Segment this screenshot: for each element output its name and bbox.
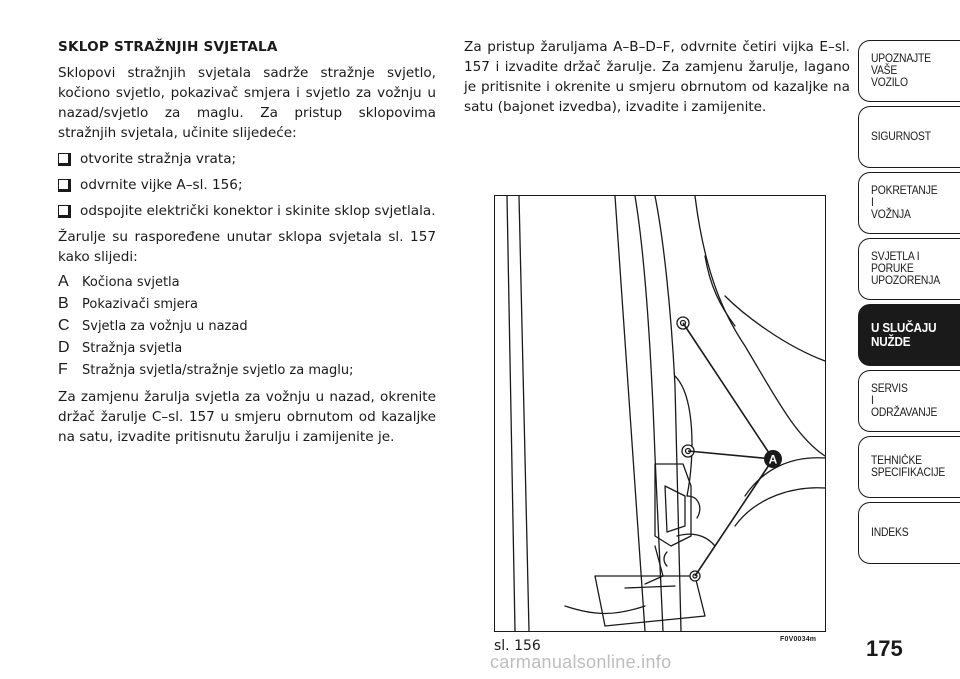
watermark: carmanualsonline.info <box>490 652 672 672</box>
callout-a-label: A <box>768 452 778 467</box>
tab-tehnicke-specifikacije[interactable] <box>858 436 960 498</box>
tab-label: U SLUČAJU NUŽDE <box>871 320 937 349</box>
legend-item <box>58 361 436 381</box>
legend-item <box>58 339 436 359</box>
legend-letter: C <box>58 317 70 334</box>
tab-indeks[interactable] <box>858 502 960 564</box>
legend-letter: B <box>58 295 69 312</box>
legend-text: Stražnja svjetla <box>82 341 183 356</box>
door-pillar-illustration <box>495 196 825 631</box>
section-heading: SKLOP STRAŽNJIH SVJETALA <box>58 39 278 55</box>
reverse-light-paragraph: Za zamjenu žarulja svjetla za vožnju u nazad, okrenite držač žarulje C–sl. 157 u smjeru obrnutom od kazaljke na satu, izvadite pritisnutu žarulju i zamijenite je. <box>58 389 436 445</box>
checkbox-bullet-icon <box>58 205 71 218</box>
legend-letter: A <box>58 273 69 290</box>
legend-letter: F <box>58 361 68 378</box>
tab-sigurnost[interactable] <box>858 106 960 168</box>
figure-code: F0V0034m <box>780 636 817 643</box>
tab-label: TEHNIČKE SPECIFIKACIJE <box>871 455 946 479</box>
legend-text: Kočiona svjetla <box>82 275 180 290</box>
arrangement-paragraph: Žarulje su raspoređene unutar sklopa svjetala sl. 157 kako slijedi: <box>58 229 436 265</box>
checkbox-bullet-icon <box>58 179 71 192</box>
legend-text: Pokazivači smjera <box>82 297 198 312</box>
bullet-item <box>58 149 436 169</box>
legend-text: Stražnja svjetla/stražnje svjetlo za maglu; <box>82 363 354 378</box>
tab-u-slucaju-nuzde[interactable] <box>858 304 960 366</box>
bullet-text: odspojite električki konektor i skinite sklop svjetlala. <box>80 203 436 219</box>
legend-item <box>58 273 436 293</box>
legend-item <box>58 317 436 337</box>
figure-156 <box>494 195 826 632</box>
page-number: 175 <box>866 636 903 661</box>
tab-label: SVJETLA I PORUKE UPOZORENJA <box>871 251 940 287</box>
figure-caption: sl. 156 <box>494 638 541 654</box>
tab-label: POKRETANJE I VOŽNJA <box>871 185 938 221</box>
tab-servis-i-odrzavanje[interactable] <box>858 370 960 432</box>
legend-item <box>58 295 436 315</box>
tab-label: UPOZNAJTE VAŠE VOZILO <box>871 53 931 89</box>
tab-label: SERVIS I ODRŽAVANJE <box>871 383 938 419</box>
bullet-text: odvrnite vijke A–sl. 156; <box>80 177 243 193</box>
intro-paragraph: Sklopovi stražnjih svjetala sadrže stražnje svjetlo, kočiono svjetlo, pokazivač smjera i svjetlo za vožnju u nazad/svjetlo za maglu. Za pristup sklopovima stražnjih svjetala, učinite slijedeće: <box>58 65 436 141</box>
bullet-item <box>58 201 436 221</box>
left-column <box>58 37 436 453</box>
bullet-item <box>58 175 436 195</box>
right-column-text: Za pristup žaruljama A–B–D–F, odvrnite četiri vijka E–sl. 157 i izvadite držač žarulje. Za zamjenu žarulje, lagano je pritisnite i okrenite u smjeru obrnutom od kazaljke na satu (bajonet izvedba), izvadite i zamijenite. <box>464 39 850 115</box>
chapter-tabs <box>858 40 960 568</box>
tab-label: SIGURNOST <box>871 131 931 143</box>
tab-svjetla-i-poruke-upozorenja[interactable] <box>858 238 960 300</box>
legend-letter: D <box>58 339 70 356</box>
tab-pokretanje-i-voznja[interactable] <box>858 172 960 234</box>
checkbox-bullet-icon <box>58 153 71 166</box>
bullet-text: otvorite stražnja vrata; <box>80 151 237 167</box>
tab-label: INDEKS <box>871 527 909 539</box>
legend-text: Svjetla za vožnju u nazad <box>82 319 248 334</box>
tab-upoznajte-vase-vozilo[interactable] <box>858 40 960 102</box>
